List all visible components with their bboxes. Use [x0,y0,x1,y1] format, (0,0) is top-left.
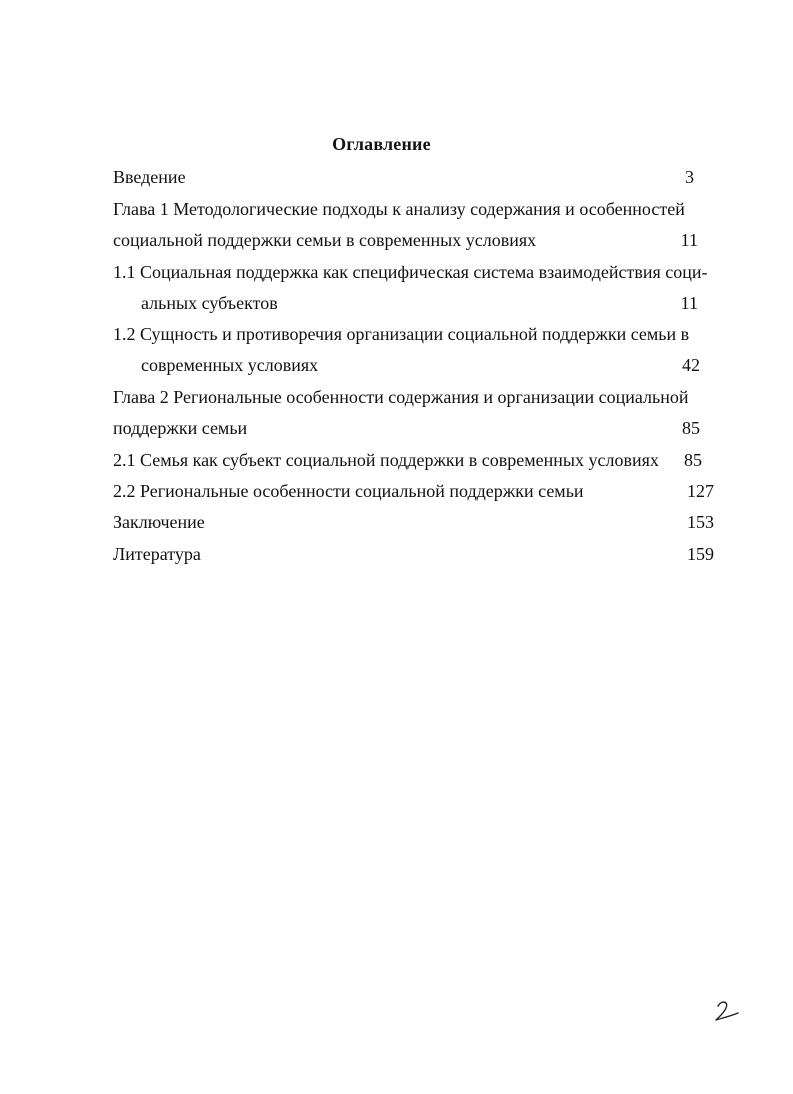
toc-page-section-1-1: 11 [680,293,698,313]
toc-entry-section-2-1: 2.1 Семья как субъект социальной поддержки в современных условиях [113,450,659,470]
toc-page-introduction: 3 [685,167,694,187]
toc-page-literature: 159 [687,544,714,564]
toc-entry-conclusion: Заключение [113,512,205,532]
toc-page-section-1-2: 42 [682,355,700,375]
toc-page-section-2-2: 127 [687,481,714,501]
toc-entry-section-2-2: 2.2 Региональные особенности социальной поддержки семьи [113,481,584,501]
toc-entry-chapter1-line2: социальной поддержки семьи в современных условиях [113,230,537,250]
toc-entry-section-1-1-line1: 1.1 Социальная поддержка как специфическая система взаимодействия соци- [113,262,708,282]
toc-title: Оглавление [332,134,431,154]
toc-page-chapter2: 85 [682,418,700,438]
toc-entry-chapter1-line1: Глава 1 Методологические подходы к анализу содержания и особенностей [113,199,685,219]
toc-entry-introduction: Введение [113,167,186,187]
toc-entry-section-1-2-line1: 1.2 Сущность и противоречия организации социальной поддержки семьи в [113,324,690,344]
toc-entry-chapter2-line2: поддержки семьи [113,418,248,438]
toc-entry-section-1-1-line2: альных субъектов [141,293,278,313]
toc-page-section-2-1: 85 [684,450,702,470]
toc-entry-section-1-2-line2: современных условиях [141,355,319,375]
toc-entry-chapter2-line1: Глава 2 Региональные особенности содержания и организации социальной [113,387,689,407]
toc-entry-literature: Литература [113,544,201,564]
toc-page-conclusion: 153 [687,512,714,532]
handwritten-page-number [712,996,742,1026]
toc-page-chapter1: 11 [680,230,698,250]
